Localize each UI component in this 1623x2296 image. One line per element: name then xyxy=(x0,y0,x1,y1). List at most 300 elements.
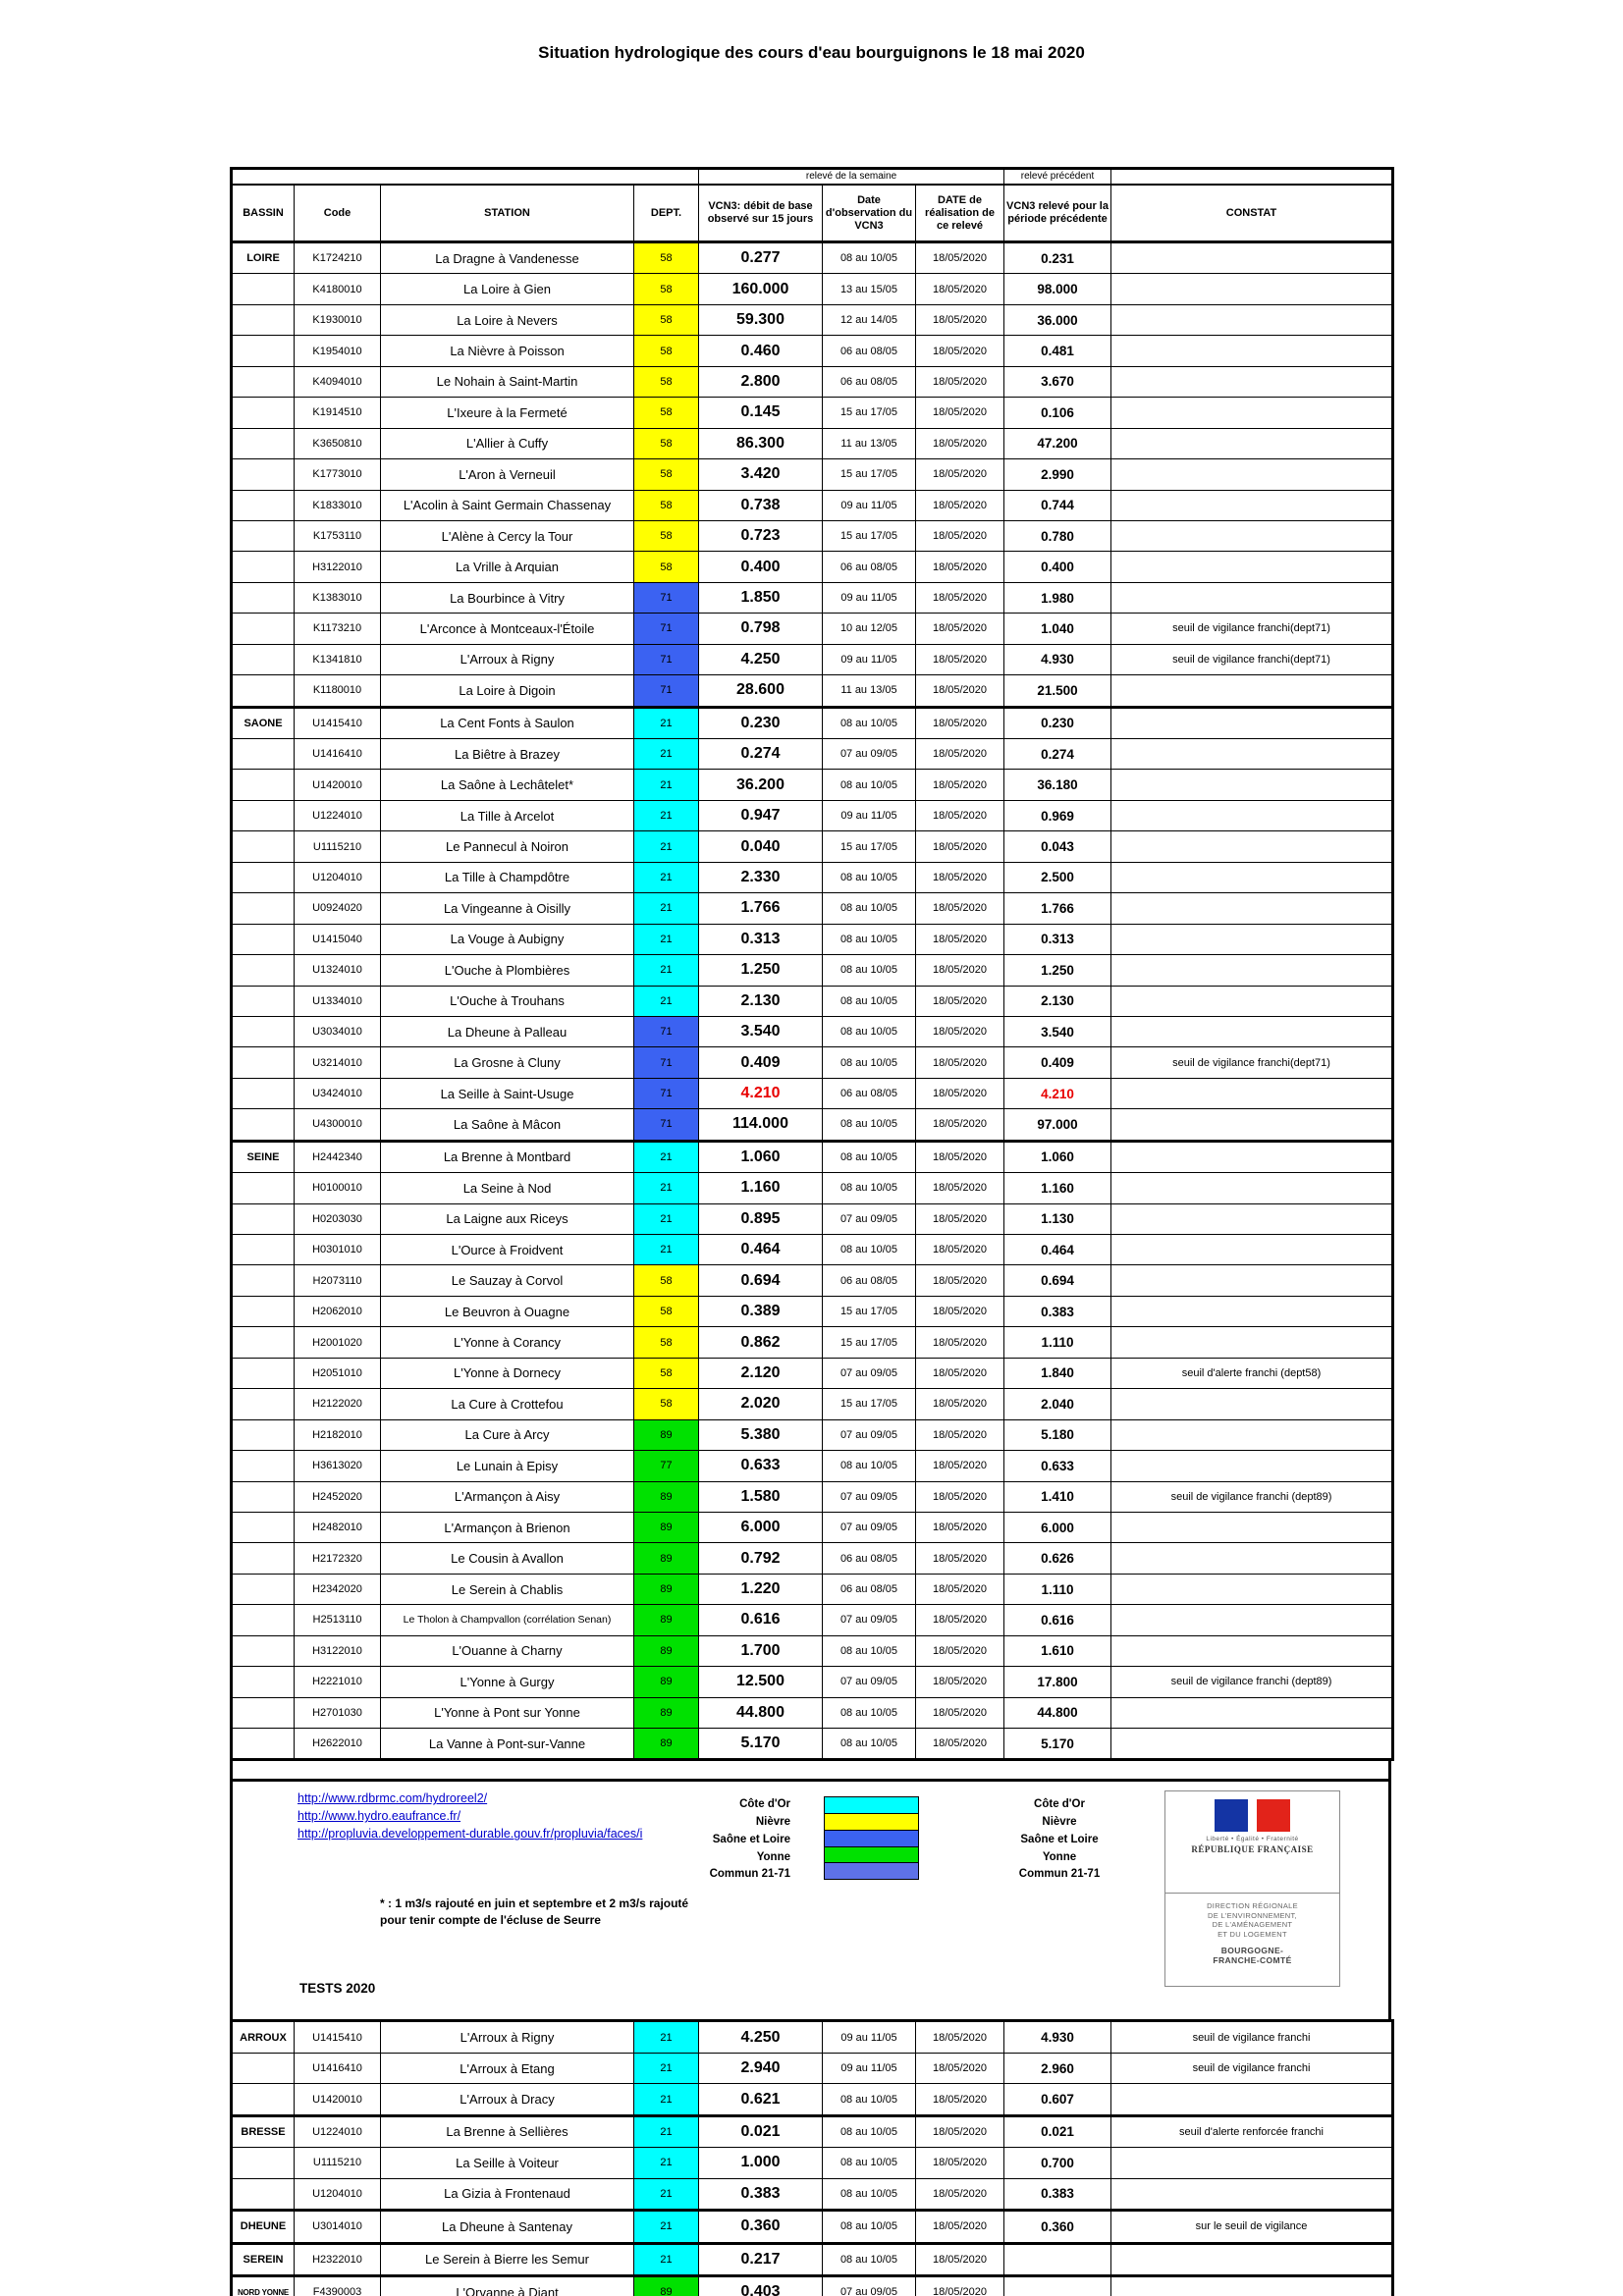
date-releve-cell: 18/05/2020 xyxy=(916,582,1004,613)
date-releve-cell: 18/05/2020 xyxy=(916,675,1004,707)
previous-vcn3-value: 0.626 xyxy=(1004,1543,1111,1574)
station-cell: L'Alène à Cercy la Tour xyxy=(381,520,634,551)
code-cell: U3214010 xyxy=(295,1047,381,1078)
previous-vcn3-value: 2.990 xyxy=(1004,459,1111,490)
vcn3-value: 2.130 xyxy=(699,986,823,1016)
table-row xyxy=(232,614,1393,644)
table-row xyxy=(232,398,1393,428)
dept-cell: 89 xyxy=(634,1635,699,1666)
date-observation-cell: 06 au 08/05 xyxy=(823,366,916,397)
previous-vcn3-value: 47.200 xyxy=(1004,428,1111,458)
date-observation-cell: 10 au 12/05 xyxy=(823,614,916,644)
station-cell: La Grosne à Cluny xyxy=(381,1047,634,1078)
vcn3-value: 3.540 xyxy=(699,1016,823,1046)
table-row xyxy=(232,1016,1393,1046)
basin-cell xyxy=(232,1016,295,1046)
dept-cell: 58 xyxy=(634,1389,699,1419)
dept-cell: 58 xyxy=(634,1296,699,1326)
vcn3-value: 5.380 xyxy=(699,1419,823,1450)
station-cell: L'Acolin à Saint Germain Chassenay xyxy=(381,490,634,520)
date-releve-cell: 18/05/2020 xyxy=(916,1512,1004,1542)
code-cell: H2701030 xyxy=(295,1697,381,1728)
basin-cell: DHEUNE xyxy=(232,2211,295,2243)
previous-vcn3-value: 1.840 xyxy=(1004,1358,1111,1388)
code-cell: F4390003 xyxy=(295,2275,381,2296)
vcn3-value: 0.798 xyxy=(699,614,823,644)
vcn3-value: 0.464 xyxy=(699,1235,823,1265)
constat-cell xyxy=(1111,1512,1393,1542)
date-observation-cell: 06 au 08/05 xyxy=(823,336,916,366)
station-cell: L'Arroux à Rigny xyxy=(381,644,634,674)
dept-cell: 71 xyxy=(634,1047,699,1078)
previous-vcn3-value: 1.160 xyxy=(1004,1173,1111,1203)
date-observation-cell: 07 au 09/05 xyxy=(823,1419,916,1450)
republique-francaise-logo xyxy=(1165,1791,1339,1894)
previous-vcn3-value: 97.000 xyxy=(1004,1109,1111,1141)
constat-cell xyxy=(1111,2148,1393,2178)
code-cell: H2452020 xyxy=(295,1481,381,1512)
footnote xyxy=(380,1896,688,1929)
previous-vcn3-value: 0.230 xyxy=(1004,707,1111,738)
constat-cell: seuil de vigilance franchi xyxy=(1111,2021,1393,2053)
table-strip-row xyxy=(232,169,1393,186)
date-observation-cell: 15 au 17/05 xyxy=(823,1327,916,1358)
vcn3-value: 0.723 xyxy=(699,520,823,551)
date-observation-cell: 06 au 08/05 xyxy=(823,552,916,582)
station-cell: La Dragne à Vandenesse xyxy=(381,242,634,274)
code-cell: H2182010 xyxy=(295,1419,381,1450)
dept-cell: 58 xyxy=(634,1265,699,1296)
previous-vcn3-value: 0.274 xyxy=(1004,739,1111,770)
date-releve-cell: 18/05/2020 xyxy=(916,644,1004,674)
previous-vcn3-value: 36.000 xyxy=(1004,304,1111,335)
date-releve-cell: 18/05/2020 xyxy=(916,1327,1004,1358)
code-cell: H2442340 xyxy=(295,1141,381,1172)
date-observation-cell: 06 au 08/05 xyxy=(823,1078,916,1108)
table-row xyxy=(232,924,1393,954)
previous-vcn3-value: 0.780 xyxy=(1004,520,1111,551)
date-observation-cell: 15 au 17/05 xyxy=(823,398,916,428)
code-cell: H2513110 xyxy=(295,1605,381,1635)
dept-cell: 71 xyxy=(634,582,699,613)
constat-cell xyxy=(1111,336,1393,366)
code-cell: H2051010 xyxy=(295,1358,381,1388)
dept-cell: 58 xyxy=(634,428,699,458)
code-cell: K1724210 xyxy=(295,242,381,274)
vcn3-value: 4.250 xyxy=(699,2021,823,2053)
code-cell: K1954010 xyxy=(295,336,381,366)
legend-swatches xyxy=(824,1796,919,1879)
date-observation-cell: 09 au 11/05 xyxy=(823,2021,916,2053)
date-releve-cell: 18/05/2020 xyxy=(916,831,1004,862)
station-cell: L'Aron à Verneuil xyxy=(381,459,634,490)
dept-cell: 58 xyxy=(634,490,699,520)
code-cell: K1930010 xyxy=(295,304,381,335)
date-releve-cell: 18/05/2020 xyxy=(916,893,1004,924)
constat-cell xyxy=(1111,675,1393,707)
basin-cell xyxy=(232,1265,295,1296)
constat-cell xyxy=(1111,1016,1393,1046)
dept-cell: 21 xyxy=(634,1203,699,1234)
previous-vcn3-value: 1.766 xyxy=(1004,893,1111,924)
basin-cell xyxy=(232,1605,295,1635)
content-column xyxy=(230,167,1391,2296)
legend-label: Yonne xyxy=(1042,1850,1077,1863)
constat-cell xyxy=(1111,1543,1393,1574)
basin-cell xyxy=(232,1109,295,1141)
basin-cell xyxy=(232,893,295,924)
table-row xyxy=(232,893,1393,924)
constat-cell xyxy=(1111,582,1393,613)
vcn3-value: 0.313 xyxy=(699,924,823,954)
header-bassin: BASSIN xyxy=(232,185,295,242)
legend-labels-right xyxy=(971,1796,1148,1883)
table-row xyxy=(232,1512,1393,1542)
table-row xyxy=(232,1667,1393,1697)
code-cell: K1173210 xyxy=(295,614,381,644)
previous-vcn3-value: 1.110 xyxy=(1004,1327,1111,1358)
basin-cell xyxy=(232,675,295,707)
table-row xyxy=(232,1543,1393,1574)
date-releve-cell: 18/05/2020 xyxy=(916,614,1004,644)
previous-vcn3-value: 2.500 xyxy=(1004,862,1111,892)
constat-cell: sur le seuil de vigilance xyxy=(1111,2211,1393,2243)
vcn3-value: 0.409 xyxy=(699,1047,823,1078)
code-cell: U1224010 xyxy=(295,800,381,830)
previous-vcn3-value: 0.700 xyxy=(1004,2148,1111,2178)
flag-blue-block xyxy=(1215,1799,1248,1832)
code-cell: U1415410 xyxy=(295,707,381,738)
code-cell: U3014010 xyxy=(295,2211,381,2243)
vcn3-value: 0.895 xyxy=(699,1203,823,1234)
table-row xyxy=(232,707,1393,738)
vcn3-value: 0.792 xyxy=(699,1543,823,1574)
code-cell: U1334010 xyxy=(295,986,381,1016)
constat-cell xyxy=(1111,1419,1393,1450)
vcn3-value: 1.220 xyxy=(699,1574,823,1604)
table-row xyxy=(232,862,1393,892)
code-cell: K1914510 xyxy=(295,398,381,428)
vcn3-value: 2.800 xyxy=(699,366,823,397)
dept-cell: 89 xyxy=(634,1729,699,1760)
legend-label: Yonne xyxy=(756,1850,790,1863)
date-observation-cell: 09 au 11/05 xyxy=(823,800,916,830)
code-cell: U1204010 xyxy=(295,2178,381,2210)
basin-cell xyxy=(232,582,295,613)
station-cell: La Tille à Arcelot xyxy=(381,800,634,830)
table-row xyxy=(232,490,1393,520)
code-cell: U1115210 xyxy=(295,831,381,862)
basin-cell xyxy=(232,366,295,397)
date-observation-cell: 08 au 10/05 xyxy=(823,1016,916,1046)
date-observation-cell: 08 au 10/05 xyxy=(823,1697,916,1728)
date-observation-cell: 08 au 10/05 xyxy=(823,955,916,986)
previous-vcn3-value: 0.694 xyxy=(1004,1265,1111,1296)
legend-color-swatch xyxy=(824,1796,919,1813)
link-hydro-eaufrance[interactable]: http://www.hydro.eaufrance.fr/ xyxy=(298,1809,461,1824)
station-cell: La Bourbince à Vitry xyxy=(381,582,634,613)
table-row xyxy=(232,1574,1393,1604)
constat-cell: seuil de vigilance franchi xyxy=(1111,2053,1393,2083)
date-observation-cell: 15 au 17/05 xyxy=(823,520,916,551)
station-cell: Le Serein à Bierre les Semur xyxy=(381,2243,634,2275)
dept-cell: 58 xyxy=(634,304,699,335)
basin-cell xyxy=(232,831,295,862)
code-cell: U1420010 xyxy=(295,2084,381,2115)
header-dept: DEPT. xyxy=(634,185,699,242)
dept-cell: 58 xyxy=(634,366,699,397)
previous-vcn3-value: 0.106 xyxy=(1004,398,1111,428)
date-observation-cell: 07 au 09/05 xyxy=(823,1512,916,1542)
date-releve-cell: 18/05/2020 xyxy=(916,520,1004,551)
basin-cell xyxy=(232,1451,295,1481)
constat-cell: seuil de vigilance franchi(dept71) xyxy=(1111,1047,1393,1078)
basin-cell: LOIRE xyxy=(232,242,295,274)
date-observation-cell: 09 au 11/05 xyxy=(823,644,916,674)
legend-label: Nièvre xyxy=(1042,1816,1077,1829)
table-row xyxy=(232,1389,1393,1419)
date-releve-cell: 18/05/2020 xyxy=(916,552,1004,582)
station-cell: Le Pannecul à Noiron xyxy=(381,831,634,862)
code-cell: U3424010 xyxy=(295,1078,381,1108)
table-row xyxy=(232,2084,1393,2115)
station-cell: L'Arroux à Rigny xyxy=(381,2021,634,2053)
page-title: Situation hydrologique des cours d'eau bourguignons le 18 mai 2020 xyxy=(538,43,1085,62)
vcn3-value: 1.700 xyxy=(699,1635,823,1666)
date-releve-cell: 18/05/2020 xyxy=(916,955,1004,986)
dept-cell: 77 xyxy=(634,1451,699,1481)
vcn3-value: 3.420 xyxy=(699,459,823,490)
vcn3-value: 0.389 xyxy=(699,1296,823,1326)
constat-cell xyxy=(1111,242,1393,274)
basin-cell xyxy=(232,2148,295,2178)
vcn3-value: 0.360 xyxy=(699,2211,823,2243)
vcn3-value: 160.000 xyxy=(699,274,823,304)
table-row xyxy=(232,304,1393,335)
station-cell: L'Yonne à Corancy xyxy=(381,1327,634,1358)
vcn3-value: 59.300 xyxy=(699,304,823,335)
code-cell: H2622010 xyxy=(295,1729,381,1760)
date-releve-cell: 18/05/2020 xyxy=(916,2178,1004,2210)
previous-vcn3-value: 4.210 xyxy=(1004,1078,1111,1108)
basin-cell xyxy=(232,428,295,458)
date-observation-cell: 15 au 17/05 xyxy=(823,459,916,490)
dept-cell: 58 xyxy=(634,274,699,304)
code-cell: U4300010 xyxy=(295,1109,381,1141)
station-cell: La Dheune à Palleau xyxy=(381,1016,634,1046)
basin-cell xyxy=(232,520,295,551)
basin-cell xyxy=(232,304,295,335)
previous-vcn3-value: 0.464 xyxy=(1004,1235,1111,1265)
previous-vcn3-value: 2.960 xyxy=(1004,2053,1111,2083)
dept-cell: 21 xyxy=(634,924,699,954)
date-releve-cell: 18/05/2020 xyxy=(916,336,1004,366)
previous-vcn3-value: 1.980 xyxy=(1004,582,1111,613)
legend-label: Commun 21-71 xyxy=(709,1868,790,1881)
vcn3-value: 0.633 xyxy=(699,1451,823,1481)
dept-cell: 89 xyxy=(634,2275,699,2296)
constat-cell: seuil d'alerte franchi (dept58) xyxy=(1111,1358,1393,1388)
station-cell: La Vanne à Pont-sur-Vanne xyxy=(381,1729,634,1760)
basin-cell xyxy=(232,1173,295,1203)
vcn3-value: 0.383 xyxy=(699,2178,823,2210)
station-cell: La Laigne aux Riceys xyxy=(381,1203,634,1234)
station-cell: La Saône à Mâcon xyxy=(381,1109,634,1141)
date-observation-cell: 12 au 14/05 xyxy=(823,304,916,335)
flag-red-block xyxy=(1257,1799,1290,1832)
dreal-text-line: DE L'AMÉNAGEMENT xyxy=(1212,1920,1293,1930)
date-releve-cell: 18/05/2020 xyxy=(916,2243,1004,2275)
strip-week-label: relevé de la semaine xyxy=(699,169,1004,186)
french-flag-icon xyxy=(1165,1799,1339,1832)
date-observation-cell: 07 au 09/05 xyxy=(823,1481,916,1512)
basin-cell xyxy=(232,2053,295,2083)
dept-cell: 71 xyxy=(634,675,699,707)
header-date-obs: Date d'observation du VCN3 xyxy=(823,185,916,242)
basin-cell xyxy=(232,770,295,800)
constat-cell xyxy=(1111,1203,1393,1234)
constat-cell xyxy=(1111,707,1393,738)
station-cell: La Tille à Champdôtre xyxy=(381,862,634,892)
date-releve-cell: 18/05/2020 xyxy=(916,398,1004,428)
station-cell: La Nièvre à Poisson xyxy=(381,336,634,366)
basin-cell xyxy=(232,2084,295,2115)
dreal-text-line: DE L'ENVIRONNEMENT, xyxy=(1208,1910,1297,1920)
previous-vcn3-value: 1.060 xyxy=(1004,1141,1111,1172)
previous-vcn3-value: 1.040 xyxy=(1004,614,1111,644)
main-table xyxy=(230,167,1394,1761)
dept-cell: 71 xyxy=(634,644,699,674)
station-cell: Le Tholon à Champvallon (corrélation Senan) xyxy=(381,1605,634,1635)
code-cell: U0924020 xyxy=(295,893,381,924)
dept-cell: 21 xyxy=(634,862,699,892)
date-observation-cell: 08 au 10/05 xyxy=(823,986,916,1016)
station-cell: L'Yonne à Pont sur Yonne xyxy=(381,1697,634,1728)
table-row xyxy=(232,2243,1393,2275)
constat-cell xyxy=(1111,1605,1393,1635)
date-releve-cell: 18/05/2020 xyxy=(916,770,1004,800)
date-releve-cell: 18/05/2020 xyxy=(916,1296,1004,1326)
table-row xyxy=(232,1203,1393,1234)
link-propluvia[interactable]: http://propluvia.developpement-durable.gouv.fr/propluvia/faces/i xyxy=(298,1827,643,1842)
previous-vcn3-value: 0.231 xyxy=(1004,242,1111,274)
link-hydroreel[interactable]: http://www.rdbrmc.com/hydroreel2/ xyxy=(298,1791,488,1806)
station-cell: La Vouge à Aubigny xyxy=(381,924,634,954)
code-cell: H2122020 xyxy=(295,1389,381,1419)
station-cell: La Cure à Arcy xyxy=(381,1419,634,1450)
station-cell: L'Ouche à Trouhans xyxy=(381,986,634,1016)
date-releve-cell: 18/05/2020 xyxy=(916,707,1004,738)
basin-cell xyxy=(232,862,295,892)
date-observation-cell: 08 au 10/05 xyxy=(823,2148,916,2178)
main-table-body xyxy=(232,242,1393,1760)
date-releve-cell: 18/05/2020 xyxy=(916,1481,1004,1512)
table-row xyxy=(232,800,1393,830)
region-text-line: FRANCHE-COMTÉ xyxy=(1213,1955,1292,1966)
station-cell: La Seine à Nod xyxy=(381,1173,634,1203)
legend-label: Côte d'Or xyxy=(1034,1798,1085,1811)
dreal-logo xyxy=(1164,1790,1340,1987)
basin-cell: NORD YONNE xyxy=(232,2275,295,2296)
date-observation-cell: 11 au 13/05 xyxy=(823,428,916,458)
vcn3-value: 0.621 xyxy=(699,2084,823,2115)
constat-cell xyxy=(1111,1697,1393,1728)
date-releve-cell: 18/05/2020 xyxy=(916,1697,1004,1728)
constat-cell xyxy=(1111,1327,1393,1358)
dept-cell: 21 xyxy=(634,2243,699,2275)
vcn3-value: 0.738 xyxy=(699,490,823,520)
constat-cell xyxy=(1111,304,1393,335)
table-row xyxy=(232,1451,1393,1481)
basin-cell: ARROUX xyxy=(232,2021,295,2053)
constat-cell xyxy=(1111,1235,1393,1265)
date-releve-cell: 18/05/2020 xyxy=(916,2115,1004,2147)
code-cell: H0203030 xyxy=(295,1203,381,1234)
spacer-strip xyxy=(230,1761,1391,1779)
constat-cell xyxy=(1111,459,1393,490)
basin-cell: SEREIN xyxy=(232,2243,295,2275)
basin-cell xyxy=(232,1481,295,1512)
code-cell: K4094010 xyxy=(295,366,381,397)
table-row xyxy=(232,582,1393,613)
code-cell: U1416410 xyxy=(295,739,381,770)
table-row xyxy=(232,986,1393,1016)
code-cell: H2342020 xyxy=(295,1574,381,1604)
date-releve-cell: 18/05/2020 xyxy=(916,459,1004,490)
table-row xyxy=(232,1047,1393,1078)
station-cell: L'Ouche à Plombières xyxy=(381,955,634,986)
header-vcn3: VCN3: débit de base observé sur 15 jours xyxy=(699,185,823,242)
table-row xyxy=(232,1327,1393,1358)
basin-cell xyxy=(232,274,295,304)
date-observation-cell: 09 au 11/05 xyxy=(823,582,916,613)
logo-republique: RÉPUBLIQUE FRANÇAISE xyxy=(1191,1844,1314,1855)
dept-cell: 89 xyxy=(634,1697,699,1728)
vcn3-value: 86.300 xyxy=(699,428,823,458)
basin-cell xyxy=(232,1574,295,1604)
legend-label: Saône et Loire xyxy=(1020,1833,1099,1845)
date-releve-cell: 18/05/2020 xyxy=(916,2084,1004,2115)
vcn3-value: 0.145 xyxy=(699,398,823,428)
table-row xyxy=(232,1173,1393,1203)
date-releve-cell: 18/05/2020 xyxy=(916,1265,1004,1296)
basin-cell xyxy=(232,1235,295,1265)
previous-vcn3-value: 0.400 xyxy=(1004,552,1111,582)
table-row xyxy=(232,428,1393,458)
vcn3-value: 0.230 xyxy=(699,707,823,738)
constat-cell xyxy=(1111,274,1393,304)
station-cell: Le Lunain à Episy xyxy=(381,1451,634,1481)
constat-cell xyxy=(1111,831,1393,862)
previous-vcn3-value: 0.383 xyxy=(1004,1296,1111,1326)
dept-cell: 21 xyxy=(634,1141,699,1172)
vcn3-value: 1.580 xyxy=(699,1481,823,1512)
date-observation-cell: 07 au 09/05 xyxy=(823,739,916,770)
dept-cell: 89 xyxy=(634,1481,699,1512)
table-row xyxy=(232,644,1393,674)
table-row xyxy=(232,2053,1393,2083)
constat-cell xyxy=(1111,924,1393,954)
vcn3-value: 1.766 xyxy=(699,893,823,924)
station-cell: L'Yonne à Gurgy xyxy=(381,1667,634,1697)
dept-cell: 89 xyxy=(634,1605,699,1635)
previous-vcn3-value xyxy=(1004,2275,1111,2296)
dreal-text xyxy=(1165,1901,1339,1939)
dreal-text-line: ET DU LOGEMENT xyxy=(1217,1929,1287,1939)
station-cell: Le Sauzay à Corvol xyxy=(381,1265,634,1296)
station-cell: Le Nohain à Saint-Martin xyxy=(381,366,634,397)
station-cell: La Vrille à Arquian xyxy=(381,552,634,582)
